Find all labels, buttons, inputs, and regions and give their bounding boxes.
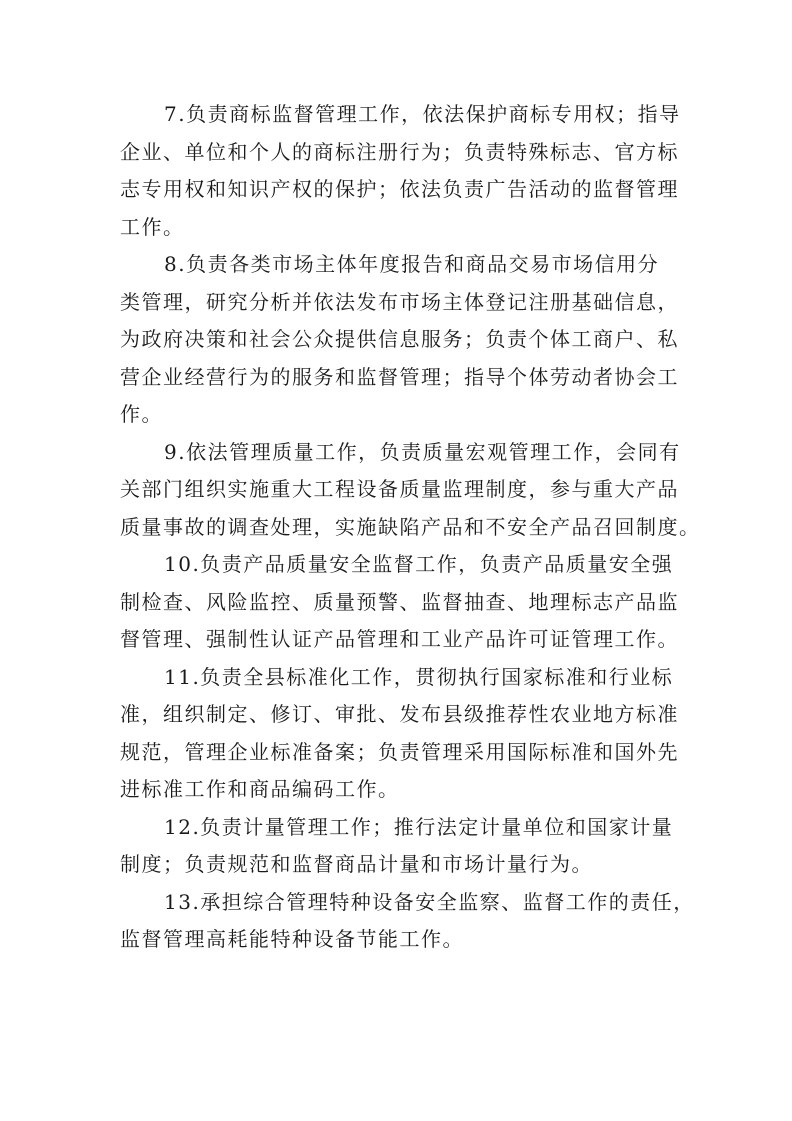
text-line: 9.依法管理质量工作，负责质量宏观管理工作，会同有 [164,439,681,464]
text-line: 11.负责全县标准化工作，贯彻执行国家标准和行业标 [164,664,674,689]
paragraph-8 [120,246,680,434]
paragraph-11 [120,659,680,809]
text-line: 营企业经营行为的服务和监督管理；指导个体劳动者协会工 [120,364,679,389]
text-line: 12.负责计量管理工作；推行法定计量单位和国家计量 [164,814,674,839]
text-line: 工作。 [120,214,185,239]
text-line: 准，组织制定、修订、审批、发布县级推荐性农业地方标准 [120,702,679,726]
text-line: 8.负责各类市场主体年度报告和商品交易市场信用分 [164,252,660,276]
text-line: 13.承担综合管理特种设备安全监察、监督工作的责任， [164,889,695,914]
text-line: 进标准工作和商品编码工作。 [120,777,400,801]
text-line: 7.负责商标监督管理工作，依法保护商标专用权；指导 [164,102,681,126]
text-line: 质量事故的调查处理，实施缺陷产品和不安全产品召回制度。 [120,514,701,539]
text-line: 制度；负责规范和监督商品计量和市场计量行为。 [120,852,593,876]
paragraph-10 [120,546,680,659]
text-line: 制检查、风险监控、质量预警、监督抽查、地理标志产品监 [120,589,679,614]
text-line: 监督管理高耗能特种设备节能工作。 [120,927,464,951]
text-line: 企业、单位和个人的商标注册行为；负责特殊标志、官方标 [120,139,679,164]
text-line: 为政府决策和社会公众提供信息服务；负责个体工商户、私 [120,327,679,351]
text-line: 规范，管理企业标准备案；负责管理采用国际标准和国外先 [120,739,679,764]
paragraph-12 [120,809,680,884]
text-line: 督管理、强制性认证产品管理和工业产品许可证管理工作。 [120,627,679,651]
document-body [120,96,701,959]
paragraph-13 [120,884,695,959]
text-line: 10.负责产品质量安全监督工作，负责产品质量安全强 [164,552,674,576]
text-line: 关部门组织实施重大工程设备质量监理制度，参与重大产品 [120,477,679,501]
text-line: 类管理，研究分析并依法发布市场主体登记注册基础信息， [120,289,679,314]
text-line: 作。 [120,402,163,426]
text-line: 志专用权和知识产权的保护；依法负责广告活动的监督管理 [120,177,679,201]
paragraph-7 [120,96,680,246]
paragraph-9 [120,434,701,547]
